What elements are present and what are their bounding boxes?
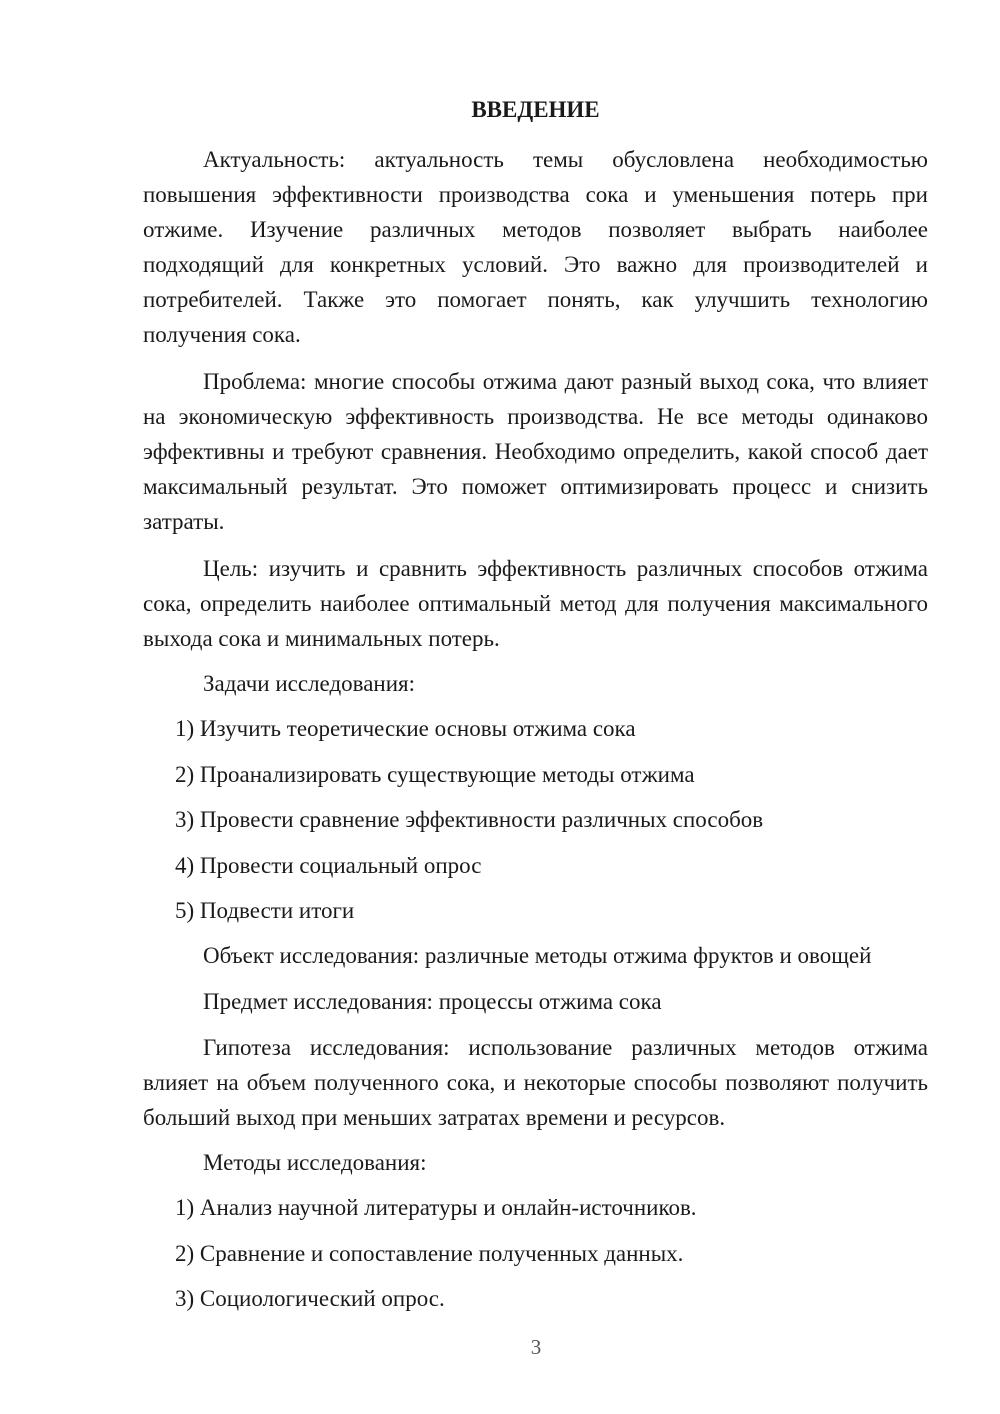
research-subject: Предмет исследования: процессы отжима сока: [203, 989, 662, 1014]
goal-paragraph: Цель: изучить и сравнить эффективность различных способов отжима сока, определить наиболее оптимальный метод для получения максимального выхода сока и минимальных потерь.: [143, 556, 928, 651]
methods-title: Методы исследования:: [203, 1150, 427, 1175]
method-item-2: 2) Сравнение и сопоставление полученных данных.: [175, 1241, 684, 1266]
research-object: Объект исследования: различные методы отжима фруктов и овощей: [203, 943, 872, 968]
task-item-2: 2) Проанализировать существующие методы отжима: [175, 762, 695, 787]
page-number: 3: [530, 1335, 542, 1359]
relevance-paragraph: Актуальность: актуальность темы обусловлена необходимостью повышения эффективности производства сока и уменьшения потерь при отжиме. Изучение различных методов позволяет выбрать наиболее подходящий для конкретных условий. Это важно для производителей и потребителей. Также это помогает понять, как улучшить технологию получения сока.: [143, 147, 928, 347]
method-item-3: 3) Социологический опрос.: [175, 1286, 445, 1311]
method-item-1: 1) Анализ научной литературы и онлайн-источников.: [175, 1195, 697, 1220]
problem-paragraph: Проблема: многие способы отжима дают разный выход сока, что влияет на экономическую эффективность производства. Не все методы одинаково эффективны и требуют сравнения. Необходимо определить, какой способ дает максимальный результат. Это поможет оптимизировать процесс и снизить затраты.: [143, 369, 928, 534]
task-item-3: 3) Провести сравнение эффективности различных способов: [175, 807, 764, 832]
page-title: ВВЕДЕНИЕ: [471, 97, 600, 122]
task-item-5: 5) Подвести итоги: [175, 898, 355, 923]
tasks-title: Задачи исследования:: [203, 671, 416, 696]
task-item-4: 4) Провести социальный опрос: [175, 853, 482, 878]
task-item-1: 1) Изучить теоретические основы отжима сока: [175, 716, 636, 741]
hypothesis-paragraph: Гипотеза исследования: использование различных методов отжима влияет на объем полученного сока, и некоторые способы позволяют получить больший выход при меньших затратах времени и ресурсов.: [143, 1035, 928, 1130]
